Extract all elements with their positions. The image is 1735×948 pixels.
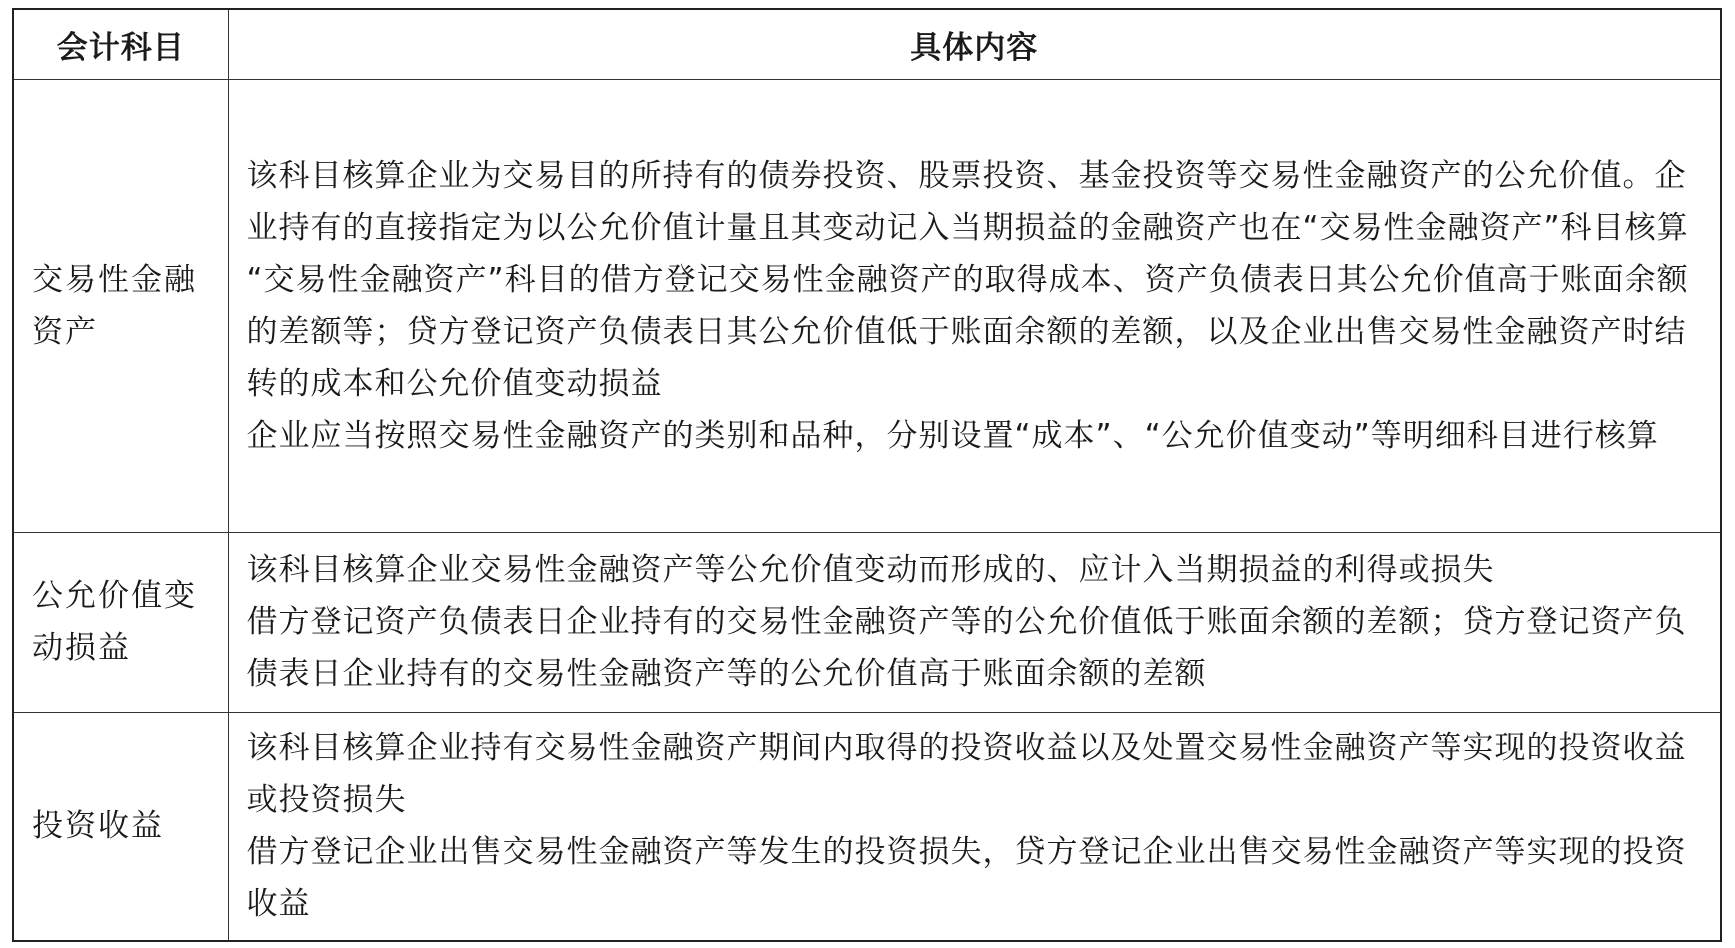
content-paragraph: 企业应当按照交易性金融资产的类别和品种，分别设置“成本”、“公允价值变动”等明细科目进行核算 [246, 417, 1659, 454]
subject-cell: 投资收益 [13, 712, 228, 941]
content-paragraph: 该科目核算企业持有交易性金融资产期间内取得的投资收益以及处置交易性金融资产等实现的投资收益或投资损失 [246, 730, 1687, 819]
content-paragraph: “交易性金融资产”科目的借方登记交易性金融资产的取得成本、资产负债表日其公允价值高于账面余额的差额等；贷方登记资产负债表日其公允价值低于账面余额的差额，以及企业出售交易性金融资产时结转的成本和公允价值变动损益 [246, 261, 1689, 402]
table-row [13, 712, 1721, 941]
table-row [13, 532, 1721, 712]
subject-cell: 交易性金融资产 [13, 79, 228, 532]
content-cell [228, 79, 1721, 532]
content-paragraph: 该科目核算企业交易性金融资产等公允价值变动而形成的、应计入当期损益的利得或损失 [246, 552, 1495, 588]
content-paragraph: 该科目核算企业为交易目的所持有的债券投资、股票投资、基金投资等交易性金融资产的公允价值。企业持有的直接指定为以公允价值计量且其变动记入当期损益的金融资产也在“交易性金融资产”科目核算 [246, 157, 1689, 246]
table-header-row [13, 9, 1721, 79]
header-subject: 会计科目 [13, 9, 228, 79]
accounting-subjects-table [12, 8, 1722, 942]
table-row [13, 79, 1721, 532]
content-paragraph: 借方登记企业出售交易性金融资产等发生的投资损失，贷方登记企业出售交易性金融资产等实现的投资收益 [246, 834, 1687, 923]
content-cell [228, 532, 1721, 712]
subject-cell: 公允价值变动损益 [13, 532, 228, 712]
content-paragraph: 借方登记资产负债表日企业持有的交易性金融资产等的公允价值低于账面余额的差额；贷方登记资产负债表日企业持有的交易性金融资产等的公允价值高于账面余额的差额 [246, 604, 1687, 692]
content-cell [228, 712, 1721, 941]
header-content: 具体内容 [228, 9, 1721, 79]
